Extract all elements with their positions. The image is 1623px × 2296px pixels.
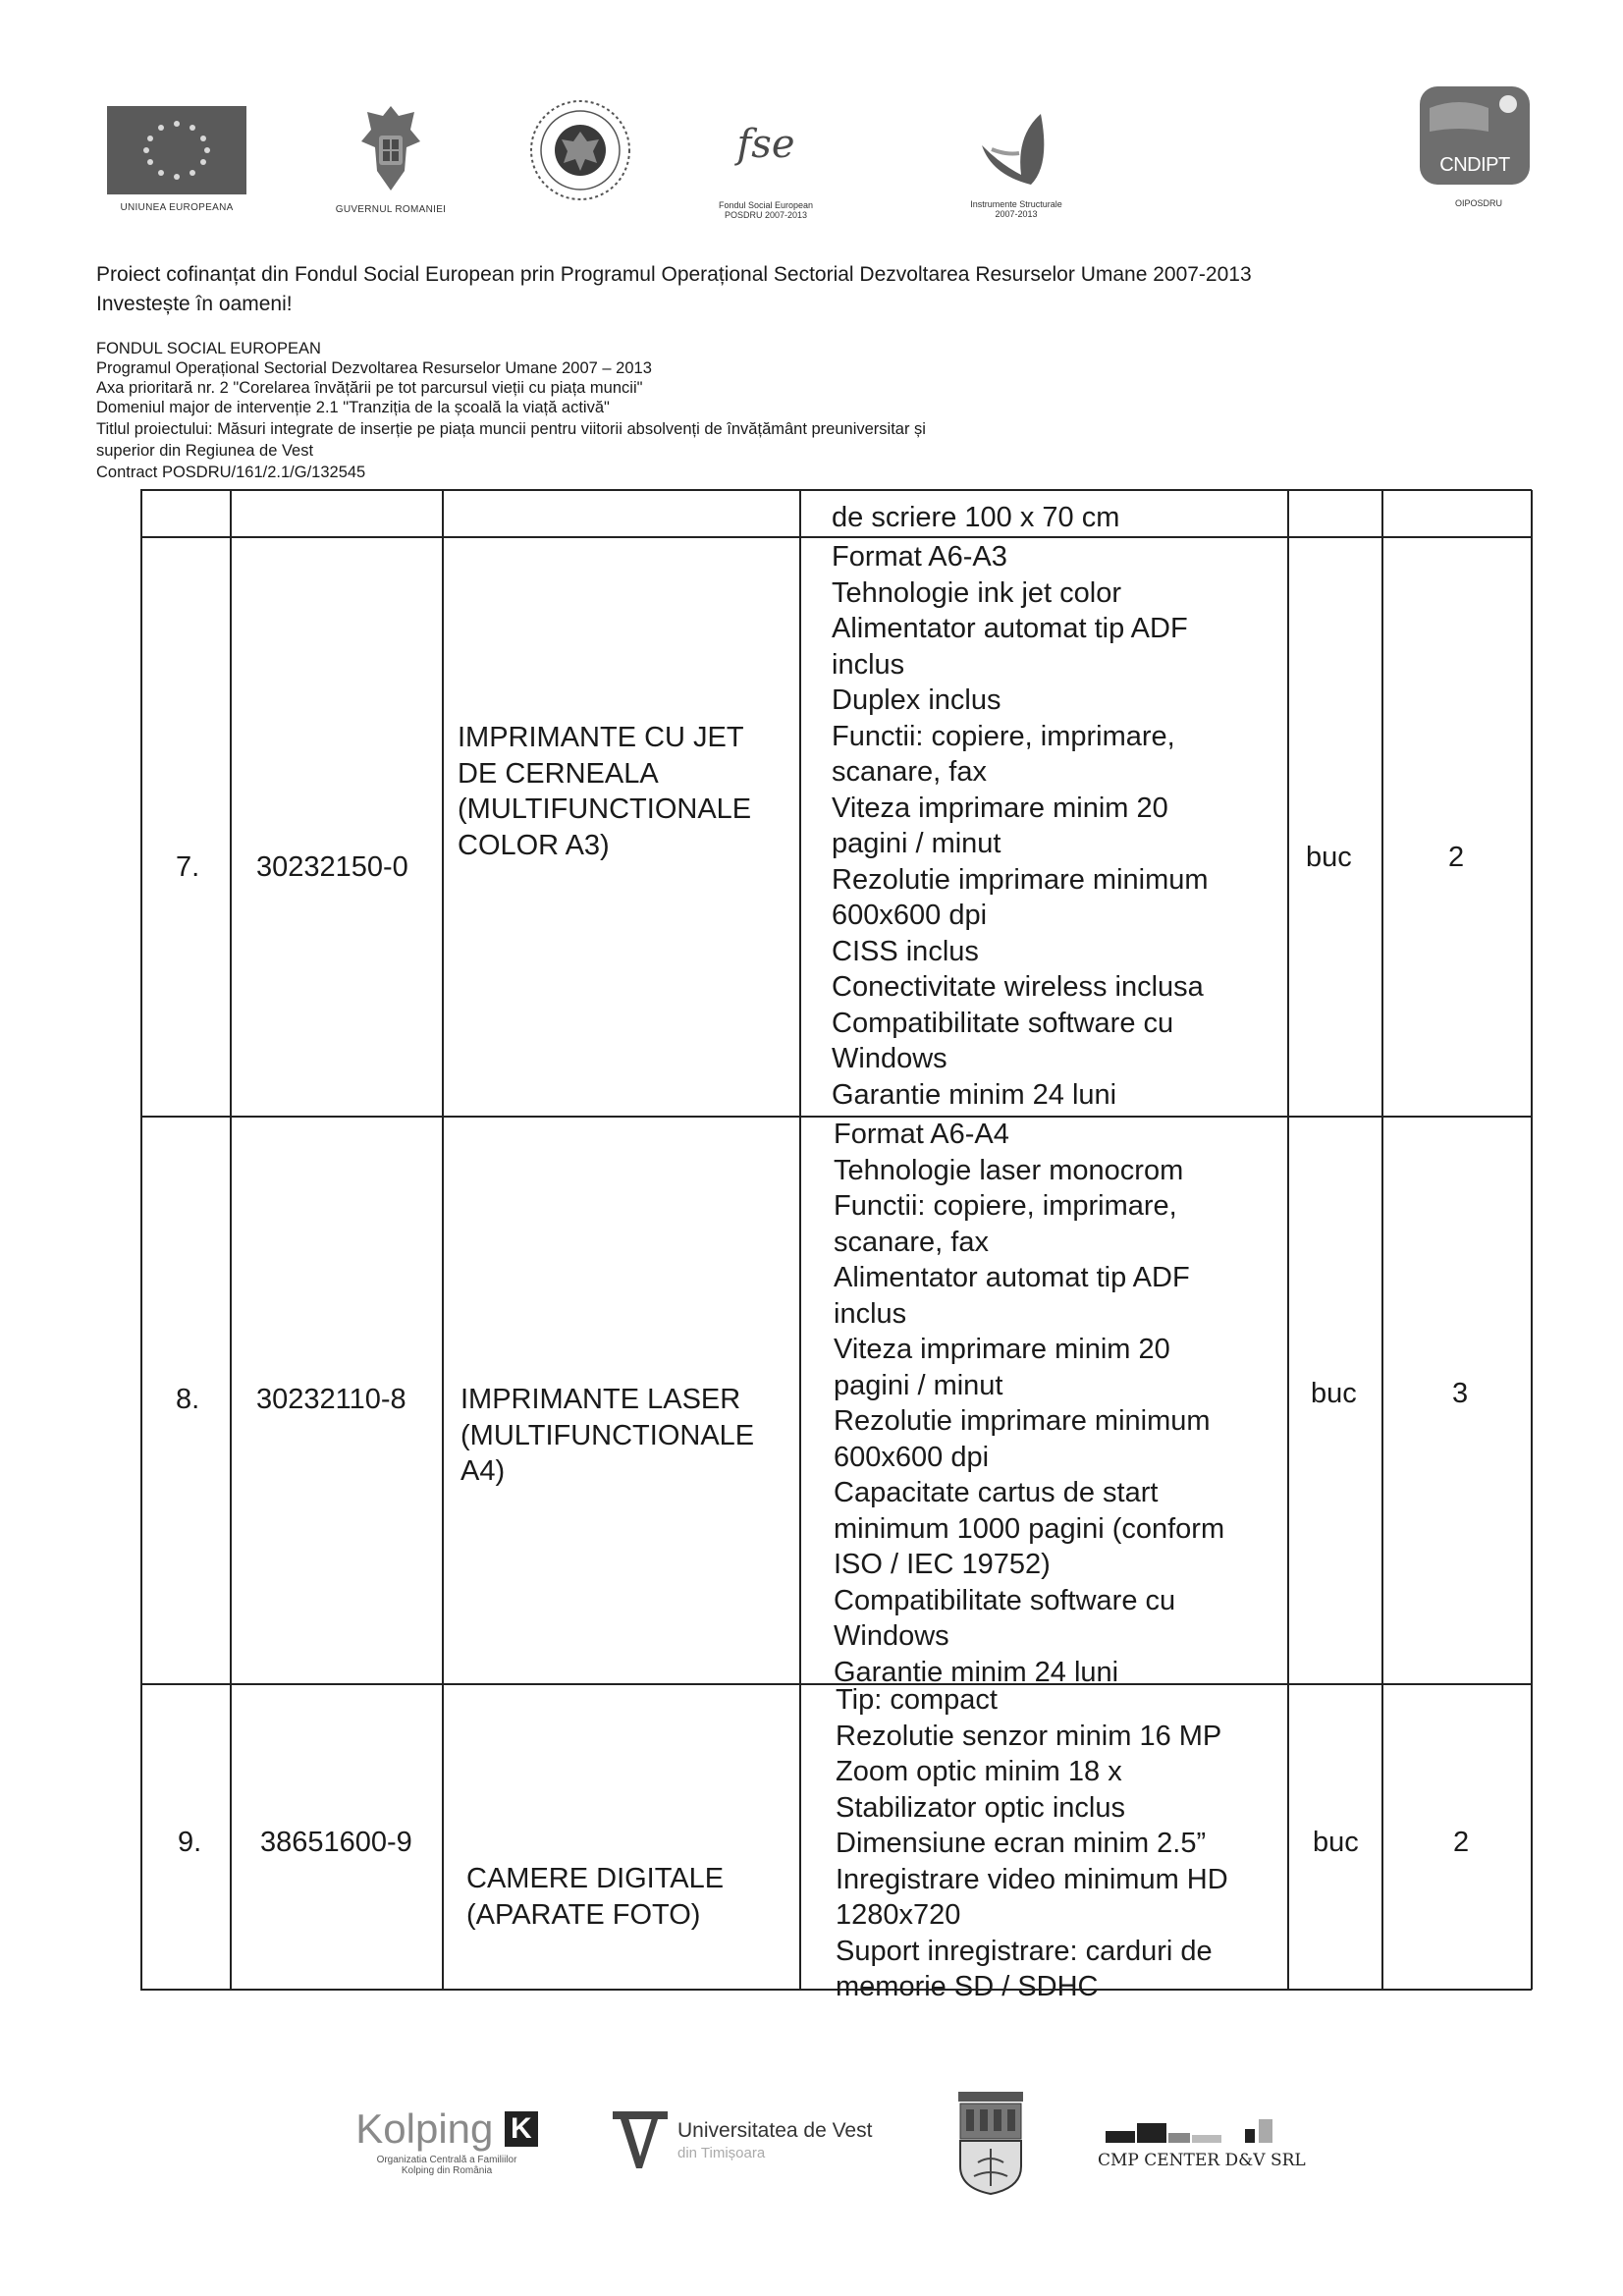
spec-line: Garantie minim 24 luni: [832, 1078, 1117, 1111]
spec-line: Tehnologie ink jet color: [832, 576, 1122, 609]
spec-line: Viteza imprimare minim 20: [832, 792, 1168, 824]
spec-line: scanare, fax: [832, 756, 987, 788]
row-8-nr: 8.: [176, 1384, 200, 1415]
fse-caption-2: POSDRU 2007-2013: [724, 210, 808, 220]
row-8-specifications: [834, 1117, 1224, 1690]
row-9-name-line: CAMERE DIGITALE: [466, 1863, 725, 1894]
contract-number: Contract POSDRU/161/2.1/G/132545: [96, 464, 366, 481]
cmp-center-name: CMP CENTER D&V SRL: [1098, 2151, 1306, 2170]
cmp-center-logo: [1098, 2109, 1304, 2170]
spec-line: minimum 1000 pagini (conform: [834, 1512, 1225, 1545]
spec-line: Viteza imprimare minim 20: [834, 1334, 1170, 1365]
spec-line: memorie SD / SDHC: [836, 1971, 1099, 2002]
spec-line: Alimentator automat tip ADF: [832, 613, 1188, 644]
project-title-line-2: superior din Regiunea de Vest: [96, 442, 314, 460]
row-7-name-line: (MULTIFUNCTIONALE: [458, 793, 752, 825]
project-cofinancing-line: Proiect cofinanțat din Fondul Social European prin Programul Operațional Sectorial Dezvoltarea Resurselor Umane 2007-2013: [96, 263, 1252, 286]
row-9-cpv-code: 38651600-9: [260, 1827, 412, 1858]
spec-line: Format A6-A3: [832, 541, 1007, 573]
instrumente-structurale-logo: [943, 106, 1090, 219]
uvt-city: din Timișoara: [677, 2145, 766, 2161]
spec-line: pagini / minut: [834, 1369, 1003, 1401]
row-7-name-line: DE CERNEALA: [458, 757, 659, 790]
row-7-name-line: COLOR A3): [458, 829, 610, 861]
kolping-wordmark: Kolping: [355, 2105, 494, 2152]
row-9-quantity: 2: [1453, 1827, 1470, 1858]
spec-line: Suport inregistrare: carduri de: [836, 1935, 1213, 1967]
spec-line: Rezolutie senzor minim 16 MP: [836, 1720, 1222, 1752]
spec-line: Rezolutie imprimare minimum: [834, 1405, 1211, 1437]
spec-line: inclus: [834, 1297, 907, 1330]
row-7-product-name: [458, 720, 751, 863]
spec-line: Functii: copiere, imprimare,: [832, 720, 1175, 752]
spec-line: Inregistrare video minimum HD: [836, 1863, 1228, 1895]
row-9-nr: 9.: [178, 1827, 202, 1858]
kolping-logo: [334, 2107, 560, 2176]
row-9-unit: buc: [1313, 1827, 1359, 1858]
priority-axis: Axa prioritară nr. 2 "Corelarea învățării pe tot parcursul vieții cu piața muncii": [96, 379, 643, 397]
spec-line: Compatibilitate software cu: [832, 1007, 1174, 1039]
government-crest-icon: [355, 102, 426, 196]
row-9-specifications: [836, 1682, 1228, 2005]
spec-line: CISS inclus: [832, 935, 979, 967]
row-8-name-line: A4): [460, 1455, 506, 1487]
spec-line: Windows: [834, 1620, 949, 1652]
spec-line: Conectivitate wireless inclusa: [832, 971, 1204, 1003]
row-8-name-line: IMPRIMANTE LASER: [460, 1384, 741, 1415]
cndipt-caption: OIPOSDRU: [1454, 198, 1502, 208]
spec-line: Rezolutie imprimare minimum: [832, 863, 1209, 896]
instrumente-structurale-icon: [962, 106, 1070, 199]
spec-line: 600x600 dpi: [832, 900, 988, 931]
fse-logo: [692, 110, 839, 220]
spec-line: Duplex inclus: [832, 684, 1001, 716]
cmp-blocks-icon: [1098, 2109, 1304, 2145]
uvt-mark-icon: [609, 2105, 672, 2170]
county-crest-icon: [950, 2090, 1031, 2196]
spec-line: Dimensiune ecran minim 2.5”: [836, 1828, 1207, 1859]
spec-line: 1280x720: [836, 1899, 961, 1931]
cndipt-mark: CNDIPT: [1439, 154, 1510, 176]
continuation-spec-text: de scriere 100 x 70 cm: [832, 502, 1120, 533]
uvt-name: Universitatea de Vest: [677, 2119, 873, 2142]
intervention-domain: Domeniul major de intervenție 2.1 "Tranziția de la școală la viață activă": [96, 399, 610, 416]
kolping-line-2: Kolping din România: [401, 2165, 493, 2176]
cndipt-logo: [1420, 86, 1538, 208]
project-title-line-1: Titlul proiectului: Măsuri integrate de inserție pe piața muncii pentru viitorii absolvenți de învățământ preuniversitar și: [96, 420, 926, 438]
row-8-quantity: 3: [1452, 1378, 1469, 1409]
instrumente-caption: Instrumente Structurale: [970, 199, 1062, 209]
row-8-cpv-code: 30232110-8: [256, 1384, 406, 1415]
row-9-name-line: (APARATE FOTO): [466, 1898, 701, 1931]
fse-caption: Fondul Social European: [718, 200, 814, 210]
row-9-product-name: [466, 1861, 724, 1933]
program-name: Programul Operațional Sectorial Dezvoltarea Resurselor Umane 2007 – 2013: [96, 359, 652, 377]
row-7-specifications: [832, 539, 1209, 1113]
spec-line: pagini / minut: [832, 828, 1001, 859]
romania-seal-icon: [528, 98, 632, 202]
spec-line: inclus: [832, 648, 905, 681]
spec-line: Windows: [832, 1043, 947, 1074]
spec-line: Compatibilitate software cu: [834, 1584, 1176, 1616]
row-8-name-line: (MULTIFUNCTIONALE: [460, 1419, 755, 1451]
eu-logo: [93, 106, 260, 213]
row-7-cpv-code: 30232150-0: [256, 851, 408, 883]
spec-line: 600x600 dpi: [834, 1441, 990, 1473]
row-7-unit: buc: [1306, 842, 1352, 873]
row-7-nr: 7.: [176, 851, 200, 883]
spec-line: scanare, fax: [834, 1226, 989, 1258]
spec-line: Garantie minim 24 luni: [834, 1656, 1119, 1688]
spec-line: Tehnologie laser monocrom: [834, 1154, 1184, 1186]
spec-line: Zoom optic minim 18 x: [836, 1756, 1122, 1787]
spec-line: Capacitate cartus de start: [834, 1477, 1159, 1508]
row-7-quantity: 2: [1448, 842, 1465, 873]
instrumente-caption-2: 2007-2013: [995, 209, 1038, 219]
government-logo: [312, 102, 469, 215]
spec-line: Stabilizator optic inclus: [836, 1791, 1125, 1824]
spec-line: Tip: compact: [836, 1684, 998, 1716]
eu-flag-icon: [107, 106, 246, 194]
project-motto: Investește în oameni!: [96, 293, 293, 315]
kolping-k-icon: K: [505, 2111, 538, 2147]
row-8-product-name: [460, 1382, 754, 1490]
row-8-unit: buc: [1311, 1378, 1357, 1409]
cndipt-badge-icon: [1420, 86, 1530, 185]
uvt-logo: [609, 2105, 893, 2174]
spec-line: Functii: copiere, imprimare,: [834, 1190, 1177, 1222]
row-7-name-line: IMPRIMANTE CU JET: [458, 722, 744, 753]
government-caption: GUVERNUL ROMANIEI: [335, 204, 447, 215]
equipment-table: [140, 488, 1533, 2002]
kolping-line-1: Organizatia Centrală a Familiilor: [376, 2155, 517, 2165]
spec-line: ISO / IEC 19752): [834, 1549, 1051, 1580]
fund-name: FONDUL SOCIAL EUROPEAN: [96, 340, 321, 357]
fse-mark: fse: [736, 122, 795, 167]
spec-line: Format A6-A4: [834, 1119, 1009, 1150]
eu-caption: UNIUNEA EUROPEANA: [120, 202, 234, 213]
spec-line: Alimentator automat tip ADF: [834, 1262, 1190, 1293]
county-crest-logo: [950, 2090, 1031, 2196]
romania-seal-logo: [528, 98, 632, 202]
